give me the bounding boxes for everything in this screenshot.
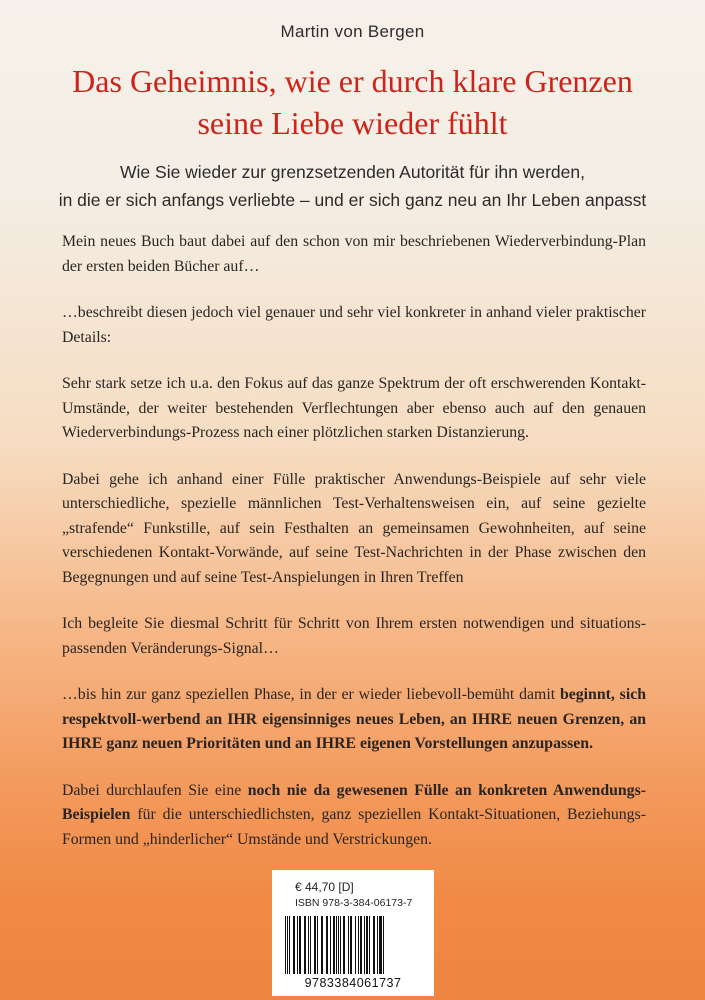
barcode-bar xyxy=(314,916,316,974)
barcode-bar xyxy=(293,916,295,974)
barcode-bar xyxy=(369,916,370,974)
barcode-bar xyxy=(350,916,352,974)
book-subtitle xyxy=(0,158,705,214)
barcode-bar xyxy=(336,916,337,974)
barcode-bar xyxy=(326,916,328,974)
barcode-bar xyxy=(340,916,341,974)
paragraph-6-bold: beginnt, sich respektvoll-werbend an IHR eigensinniges neues Leben, an IHRE neuen Grenzen, an IHRE ganz neuen Prioritäten und an IHRE eigenen Vorstellungen anzupassen. xyxy=(62,686,646,752)
barcode-bar xyxy=(355,916,356,974)
paragraph-7-bold: noch nie da gewesenen Fülle an konkreten Anwendungs-Beispielen xyxy=(62,781,646,823)
blurb-text xyxy=(62,230,646,874)
title-line-1: Das Geheimnis, wie er durch klare Grenzen xyxy=(72,63,633,99)
paragraph-4: Dabei gehe ich anhand einer Fülle praktischer Anwendungs-Beispiele auf sehr viele unterschiedliche, spezielle männlichen Test-Verhaltensweisen ein, auf seine gezielte „strafende“ Funkstille, auf sein Festhalten an gemeinsamen Gewohnheiten, auf seine verschiedenen Kontakt-Vorwände, auf seine Test-Nachrichten in der Phase zwischen den Begegnungen und auf seine Test-Anspielungen in Ihren Treffen xyxy=(62,470,646,586)
paragraph-7 xyxy=(62,779,646,853)
barcode-bar xyxy=(308,916,309,974)
barcode-bar xyxy=(373,916,375,974)
barcode-bar xyxy=(343,916,345,974)
paragraph-1: Mein neues Buch baut dabei auf den schon von mir beschriebenen Wiederverbindung-Plan der ersten beiden Bücher auf… xyxy=(62,233,646,275)
barcode-number: 9783384061737 xyxy=(304,976,402,990)
isbn-text: ISBN 978-3-384-06173-7 xyxy=(295,897,413,909)
paragraph-6-text: …bis hin zur ganz speziellen Phase, in der er wieder liebevoll-bemüht damit xyxy=(62,686,560,703)
subtitle-line-2: in die er sich anfangs verliebte – und er sich ganz neu an Ihr Leben anpasst xyxy=(58,190,647,210)
barcode-bar xyxy=(381,916,382,974)
barcode-bar xyxy=(338,916,339,974)
barcode-bar xyxy=(383,916,384,974)
barcode-bar xyxy=(287,916,288,974)
paragraph-7-text-a: Dabei durchlaufen Sie eine xyxy=(62,781,248,799)
book-title xyxy=(0,60,705,144)
barcode-bar xyxy=(358,916,359,974)
barcode-bar xyxy=(299,916,301,974)
barcode-bar xyxy=(364,916,365,974)
paragraph-7-text-b: für die unterschiedlichsten, ganz speziellen Kontakt-Situationen, Beziehungs-Formen und „hinderlicher“ Umstände und Verstrickungen. xyxy=(62,806,646,848)
paragraph-2: …beschreibt diesen jedoch viel genauer und sehr viel konkreter in anhand vieler praktischer Details: xyxy=(62,304,646,346)
barcode-bar xyxy=(285,916,286,974)
author-name: Martin von Bergen xyxy=(280,22,425,41)
barcode-bar xyxy=(333,916,335,974)
paragraph-5: Ich begleite Sie diesmal Schritt für Schritt von Ihrem ersten notwendigen und situations- passenden Veränderungs-Signal… xyxy=(62,615,646,657)
barcode-bar xyxy=(348,916,349,974)
barcode-label xyxy=(272,870,434,996)
barcode-bar xyxy=(321,916,323,974)
barcode-bar xyxy=(360,916,362,974)
barcode-bar xyxy=(317,916,318,974)
barcode-bar xyxy=(379,916,381,974)
price-text: € 44,70 [D] xyxy=(295,880,354,894)
barcode-bar xyxy=(377,916,378,974)
barcode-bar xyxy=(297,916,298,974)
paragraph-6 xyxy=(62,683,646,757)
barcode-bar xyxy=(304,916,306,974)
title-line-2: seine Liebe wieder fühlt xyxy=(197,105,508,141)
barcode-bars xyxy=(283,916,423,974)
barcode-bar xyxy=(366,916,368,974)
barcode-bar xyxy=(310,916,311,974)
paragraph-3: Sehr stark setze ich u.a. den Fokus auf das ganze Spektrum der oft erschwerenden Kontakt-Umstände, der weiter bestehenden Verflechtungen aber ebenso auch auf den genauen Wiederverbindungs-Prozess nach einer plötzlichen starken Distanzierung. xyxy=(62,375,646,441)
barcode-bar xyxy=(330,916,331,974)
barcode-bar xyxy=(289,916,290,974)
subtitle-line-1: Wie Sie wieder zur grenzsetzenden Autorität für ihn werden, xyxy=(120,162,585,182)
